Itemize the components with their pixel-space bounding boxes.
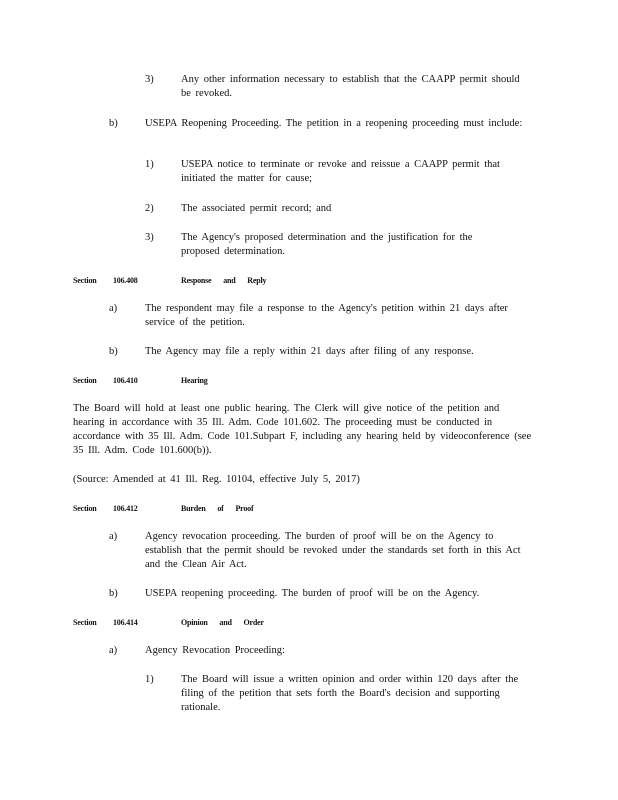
item-marker: 3) bbox=[145, 232, 154, 243]
section-title: Opinion and Order bbox=[181, 618, 264, 627]
item-text: USEPA reopening proceeding. The burden of proof will be on the Agency. bbox=[145, 588, 480, 599]
item-marker: 2) bbox=[145, 203, 154, 214]
item-marker: b) bbox=[109, 346, 118, 357]
item-marker: a) bbox=[109, 645, 118, 656]
section-body: The Board will hold at least one public hearing. The Clerk will give notice of the petition and hearing in accordance with 35 Ill. Adm. Code 101.602. The proceeding must be conducted in accordance with 35 Ill. Adm. Code 101.Subpart F, including any hearing held by videoconference (see 35 Ill. Adm. Code 101.600(b)). bbox=[73, 403, 532, 456]
section-label: Section bbox=[73, 504, 97, 513]
item-text: The Board will issue a written opinion and order within 120 days after the filing of the petition that sets forth the Board's decision and supporting rationale. bbox=[181, 674, 519, 713]
section-title: Response and Reply bbox=[181, 276, 267, 285]
section-number: 106.414 bbox=[113, 618, 138, 627]
item-text: USEPA Reopening Proceeding. The petition in a reopening proceeding must include: bbox=[145, 118, 523, 129]
item-marker: a) bbox=[109, 303, 118, 314]
item-text: USEPA notice to terminate or revoke and reissue a CAAPP permit that initiated the matter for cause; bbox=[181, 159, 500, 184]
item-text: Any other information necessary to establish that the CAAPP permit should be revoked. bbox=[181, 74, 520, 99]
section-number: 106.412 bbox=[113, 504, 138, 513]
item-text: The associated permit record; and bbox=[181, 203, 332, 214]
item-marker: 3) bbox=[145, 74, 154, 85]
item-text: Agency revocation proceeding. The burden of proof will be on the Agency to establish that the permit should be revoked under the standards set forth in this Act and the Clean Air Act. bbox=[145, 531, 521, 570]
section-title: Burden of Proof bbox=[181, 504, 254, 513]
source-note: (Source: Amended at 41 Ill. Reg. 10104, effective July 5, 2017) bbox=[73, 474, 360, 485]
section-label: Section bbox=[73, 276, 97, 285]
section-number: 106.408 bbox=[113, 276, 138, 285]
section-label: Section bbox=[73, 618, 97, 627]
section-title: Hearing bbox=[181, 376, 208, 385]
section-number: 106.410 bbox=[113, 376, 138, 385]
item-text: The respondent may file a response to the Agency's petition within 21 days after service of the petition. bbox=[145, 303, 508, 328]
item-marker: b) bbox=[109, 118, 118, 129]
item-marker: b) bbox=[109, 588, 118, 599]
item-text: Agency Revocation Proceeding: bbox=[145, 645, 285, 656]
item-text: The Agency's proposed determination and the justification for the proposed determination. bbox=[181, 232, 473, 257]
item-marker: a) bbox=[109, 531, 118, 542]
item-text: The Agency may file a reply within 21 days after filing of any response. bbox=[145, 346, 474, 357]
item-marker: 1) bbox=[145, 674, 154, 685]
item-marker: 1) bbox=[145, 159, 154, 170]
section-label: Section bbox=[73, 376, 97, 385]
